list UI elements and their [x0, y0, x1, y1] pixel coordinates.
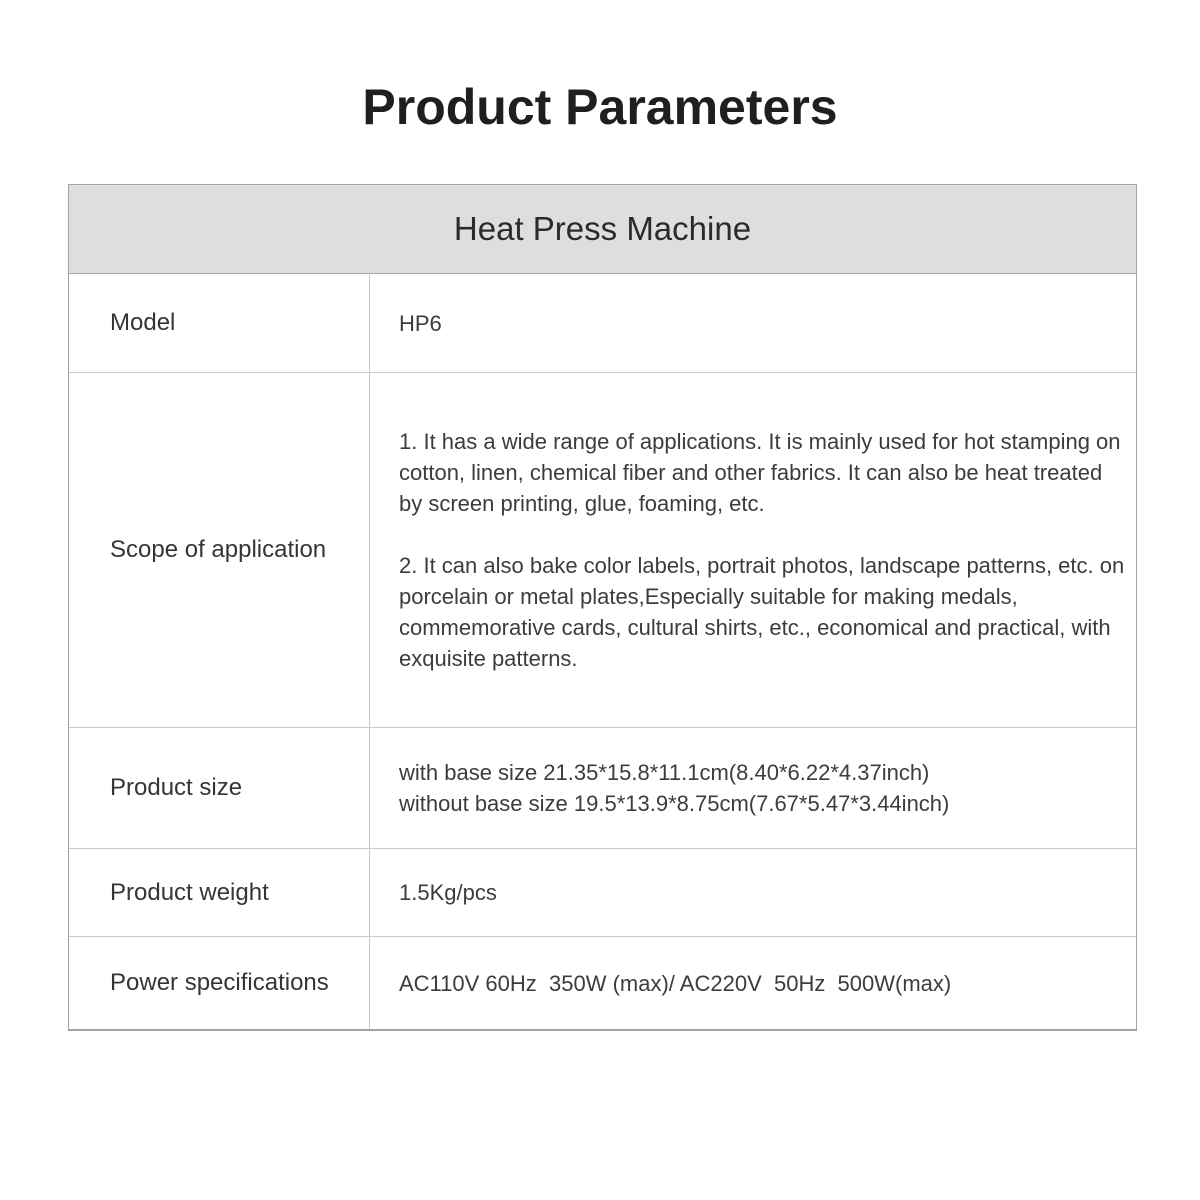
table-row-model — [69, 274, 1136, 373]
scope-paragraph-2: 2. It can also bake color labels, portrait photos, landscape patterns, etc. on porcelain or metal plates,Especially suitable for making medals, commemorative cards, cultural shirts, etc., economical and practical, with exquisite patterns. — [399, 553, 1131, 671]
row-label-power-specifications: Power specifications — [69, 937, 370, 1029]
row-value-model: HP6 — [399, 310, 442, 336]
row-label-product-weight: Product weight — [69, 849, 370, 936]
product-size-with-base: with base size 21.35*15.8*11.1cm(8.40*6.22*4.37inch) — [399, 760, 930, 785]
row-value-product-size — [370, 728, 1136, 848]
row-value-power-specifications: AC110V 60Hz 350W (max)/ AC220V 50Hz 500W(max) — [399, 970, 952, 996]
table-header-product-name: Heat Press Machine — [69, 185, 1136, 274]
scope-paragraph-1: 1. It has a wide range of applications. It is mainly used for hot stamping on cotton, linen, chemical fiber and other fabrics. It can also be heat treated by screen printing, glue, foaming, etc. — [399, 429, 1127, 516]
table-row-product-size — [69, 728, 1136, 849]
table-row-product-weight — [69, 849, 1136, 937]
spec-table — [68, 184, 1137, 1031]
table-row-power-specifications — [69, 937, 1136, 1029]
table-row-scope-of-application — [69, 373, 1136, 728]
row-label-scope-of-application: Scope of application — [69, 373, 370, 727]
row-label-model: Model — [69, 274, 370, 372]
row-label-product-size: Product size — [69, 728, 370, 848]
row-value-product-weight: 1.5Kg/pcs — [399, 880, 497, 905]
row-value-scope-of-application — [370, 373, 1136, 727]
page-title: Product Parameters — [362, 79, 838, 135]
product-size-without-base: without base size 19.5*13.9*8.75cm(7.67*5.47*3.44inch) — [399, 791, 950, 816]
